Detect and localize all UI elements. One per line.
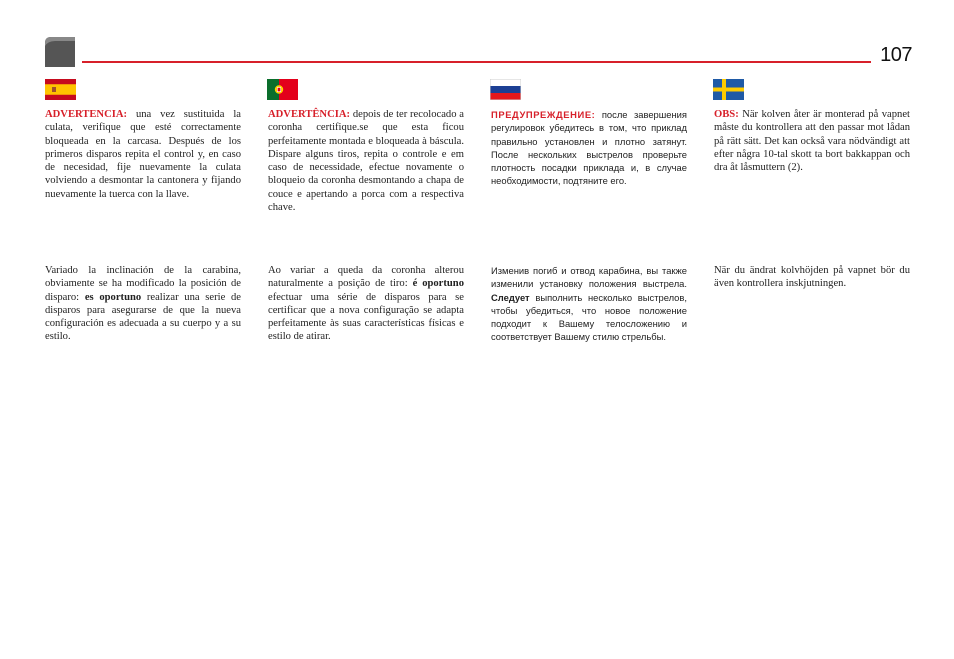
warning-label: ADVERTÊNCIA: [268,109,351,120]
warning-text: När kolven åter är monterad på vapnet måste du kontrollera att den passar mot lådan på rätt sätt. Det kan också vara nödvändigt att efter några 10-tal skott ta bort bakkappan och dra åt låsmuttern (2). [714,109,910,174]
body-emphasis: Следует [491,291,530,303]
body-text-end: выполнить несколько выстрелов, чтобы убедиться, что новое положение подходит к Вашему телосложению и соответствует Вашему стилю стрельбы. [491,291,687,343]
body-block-russian [491,264,687,344]
body-emphasis: es oportuno [84,291,142,303]
russia-flag-icon [490,79,521,100]
body-text: När du ändrat kolvhöjden på vapnet bör du även kontrollera inskjutningen. [714,265,910,290]
body-block-swedish [714,264,910,291]
body-text-end: efectuar uma série de disparos para se certificar que a nova configuração se adapta perfeitamente às suas características físicas e estilo de atirar. [268,291,464,343]
spain-flag-icon [45,79,76,100]
portugal-flag-icon [267,79,298,100]
chapter-tab-icon [45,37,75,67]
warning-label: OBS: [714,109,739,120]
warning-block-swedish [714,108,910,174]
warning-block-portuguese [268,108,464,214]
warning-text: depois de ter recolocado a coronha certifique.se que esta ficou perfeitamente montada e bloqueada à báscula. Dispare alguns tiros, repita o controle e em caso de necessidade, efectue novamente o bloqueio da coronha desmontando a chapa de couce e apertando a porca com a respectiva chave. [268,109,464,214]
warning-block-russian [491,108,687,188]
body-block-portuguese [268,264,464,344]
sweden-flag-icon [713,79,744,100]
warning-text: una vez sustituida la culata, verifique que esté correctamente bloqueada en la carcasa. Después de los primeros disparos repita el control y, en caso de necesidad, fije nuevamente la culata volviendo a desmontar la cantonera y fijando nuevamente la tuerca con la llave. [45,109,241,200]
warning-label: ПРЕДУПРЕЖДЕНИЕ: [491,109,596,120]
body-emphasis: é oportuno [412,278,464,290]
body-text-end: realizar una serie de disparos para asegurarse de que la nueva configuración es adecuada a su cuerpo y a su estilo. [45,291,241,343]
body-text: Изменив погиб и отвод карабина, вы также изменили установку положения выстрела. [491,265,687,290]
warning-label: ADVERTENCIA: [45,109,128,120]
warning-text: после завершения регулировок убедитесь в том, что приклад правильно установлен и плотно затянут. После нескольких выстрелов проверьте плотность посадки приклада и, в случае необходимости, подтяните его. [491,109,687,187]
header-rule [82,61,871,63]
body-text: Variado la inclinación de la carabina, obviamente se ha modificado la posición de disparo: [45,265,241,303]
warning-block-spanish [45,108,241,201]
body-block-spanish [45,264,241,344]
page-number: 107 [880,44,912,66]
body-text: Ao variar a queda da coronha alterou naturalmente a posição de tiro: [268,265,464,290]
